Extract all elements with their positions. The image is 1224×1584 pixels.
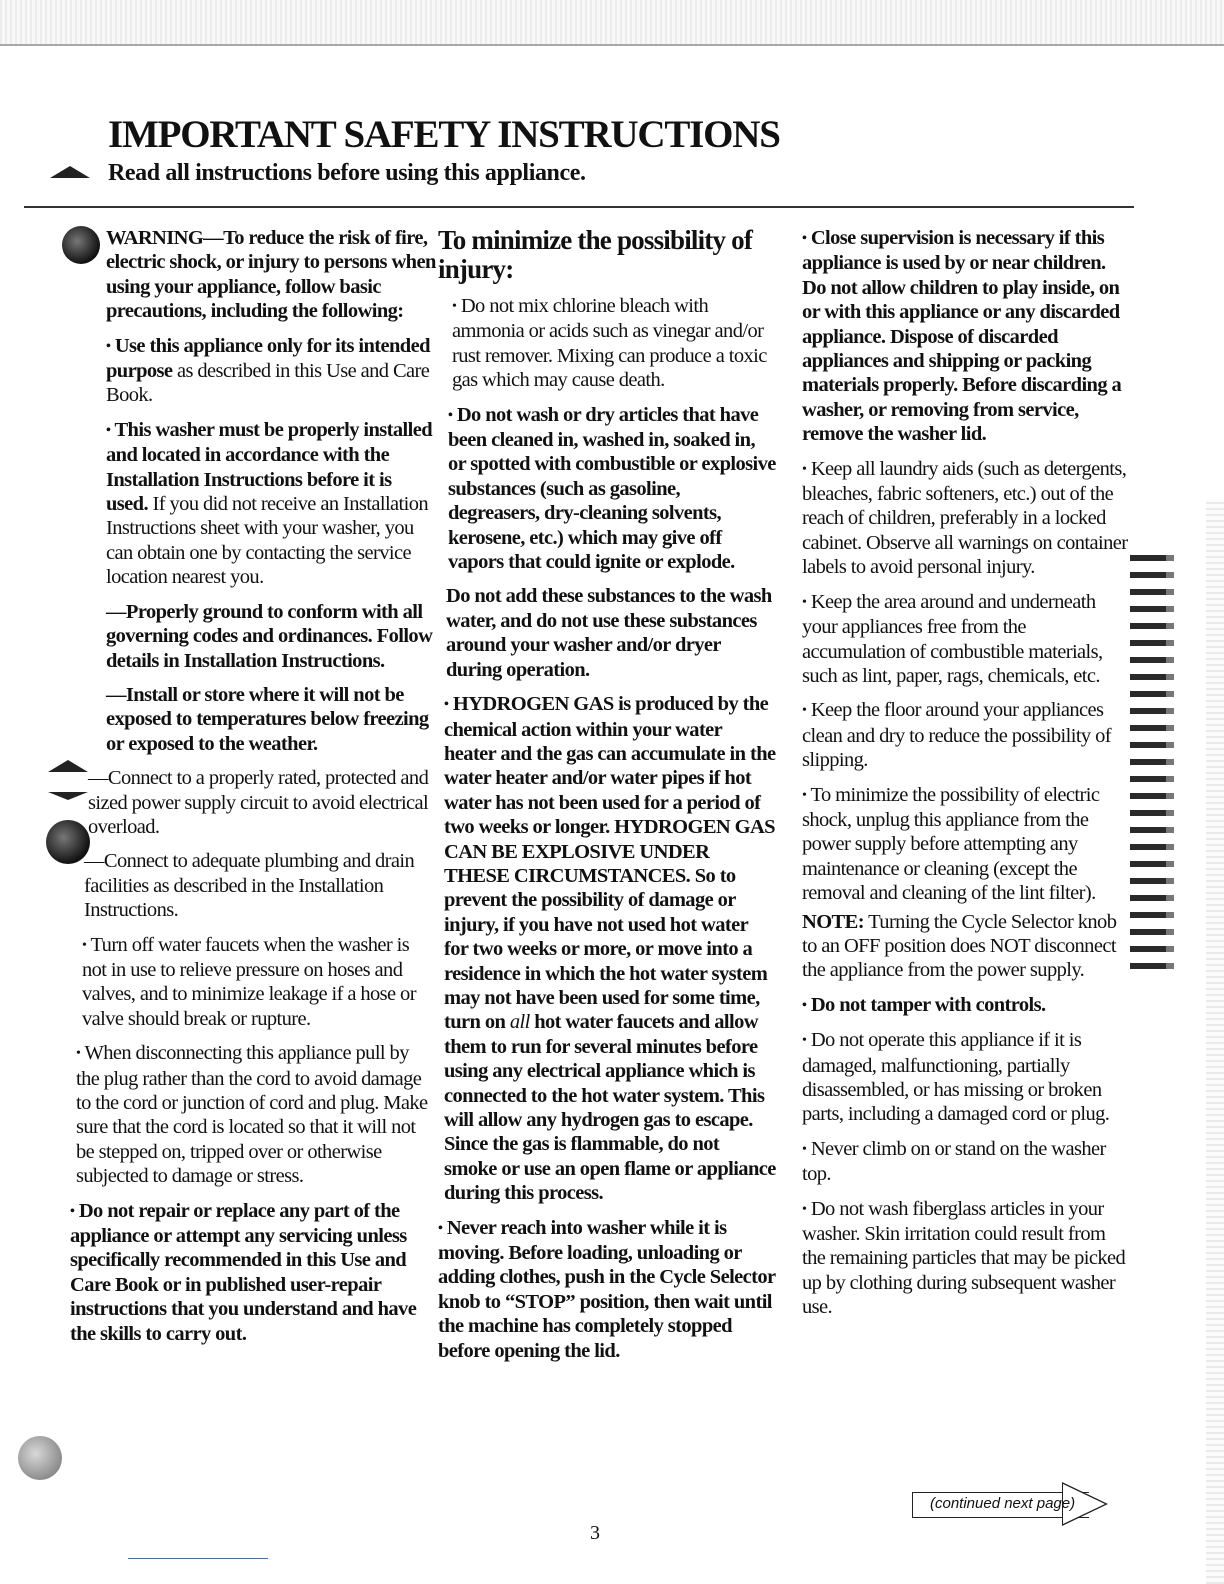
instruction-store-location: —Install or store where it will not be exposed to temperatures below freezing or exposed to the weather. bbox=[106, 683, 429, 755]
instruction-intended-purpose: • Use this appliance only for its intended purpose as described in this Use and Care Book. bbox=[106, 334, 430, 407]
instruction-unplug: • To minimize the possibility of electric shock, unplug this appliance from the power supply before attempting any maintenance or cleaning (except the removal and cleaning of the lint filter). bbox=[802, 783, 1100, 905]
instruction-floor-dry: • Keep the floor around your appliances clean and dry to reduce the possibility of slipping. bbox=[802, 699, 1111, 772]
column-middle bbox=[438, 226, 776, 1373]
instruction-water-faucets: • Turn off water faucets when the washer is not in use to relieve pressure on hoses and valves, and to minimize leakage if a hose or valve should break or rupture. bbox=[82, 933, 416, 1030]
instruction-laundry-aids: • Keep all laundry aids (such as detergents, bleaches, fabric softeners, etc.) out of the reach of children, preferably in a locked cabinet. Observe all warnings on container labels to avoid personal injury. bbox=[802, 457, 1128, 579]
punch-mark-left bbox=[48, 760, 88, 772]
scan-blue-line bbox=[128, 1558, 268, 1559]
instruction-plumbing: —Connect to adequate plumbing and drain facilities as described in the Installation Instructions. bbox=[84, 850, 415, 922]
page-number: 3 bbox=[590, 1522, 600, 1544]
continued-label: (continued next page) bbox=[930, 1495, 1076, 1512]
punch-mark-left-lower bbox=[48, 792, 88, 800]
instruction-power-supply: —Connect to a properly rated, protected and sized power supply circuit to avoid electrical overload. bbox=[88, 767, 429, 838]
instruction-do-not-repair: • Do not repair or replace any part of the appliance or attempt any servicing unless specifically recommended in this Use and Care Book or in published user-repair instructions that you understand and have the skills to carry out. bbox=[70, 1199, 417, 1345]
instruction-combustible-articles: • Do not wash or dry articles that have been cleaned in, washed in, soaked in, or spotted with combustible or explosive substances (such as gasoline, degreasers, dry-cleaning solvents, kerosene, etc.) which may give off vapors that could ignite or explode. bbox=[448, 403, 776, 574]
column-right bbox=[802, 226, 1132, 1330]
column-left bbox=[70, 226, 436, 1356]
instruction-fiberglass: • Do not wash fiberglass articles in your washer. Skin irritation could result from the remaining particles that may be picked up by clothing during subsequent washer use. bbox=[802, 1197, 1126, 1319]
punch-mark-upper bbox=[50, 166, 90, 178]
instruction-disconnect-plug: • When disconnecting this appliance pull by the plug rather than the cord to avoid damage to the cord or junction of cord and plug. Make sure that the cord is located so that it will not be stepped on, tripped over or otherwise subjected to damage or stress. bbox=[76, 1042, 428, 1188]
page-title: IMPORTANT SAFETY INSTRUCTIONS bbox=[108, 113, 780, 156]
punch-hole-bottom bbox=[18, 1436, 62, 1480]
section-heading-injury: To minimize the possibility of injury: bbox=[438, 225, 753, 284]
punch-hole-top bbox=[62, 226, 100, 264]
instruction-never-climb: • Never climb on or stand on the washer top. bbox=[802, 1137, 1106, 1186]
header-rule bbox=[24, 206, 1134, 208]
warning-text: WARNING—To reduce the risk of fire, electric shock, or injury to persons when using your appliance, follow basic precautions, including the following: bbox=[106, 227, 436, 323]
instruction-ground: —Properly ground to conform with all governing codes and ordinances. Follow details in Installation Instructions. bbox=[106, 600, 433, 672]
continued-next-page-arrow bbox=[912, 1482, 1108, 1526]
binding-marks bbox=[1130, 555, 1174, 980]
page-subtitle: Read all instructions before using this appliance. bbox=[108, 160, 586, 186]
instruction-chlorine-bleach: • Do not mix chlorine bleach with ammonia or acids such as vinegar and/or rust remover. Mixing can produce a toxic gas which may cause death. bbox=[452, 295, 767, 392]
instruction-installation: • This washer must be properly installed and located in accordance with the Installation Instructions before it is used. If you did not receive an Installation Instructions sheet with your washer, you can obtain one by contacting the service location nearest you. bbox=[106, 418, 433, 589]
note-cycle-selector: NOTE: Turning the Cycle Selector knob to an OFF position does NOT disconnect the appliance from the power supply. bbox=[802, 910, 1117, 982]
instruction-tamper-controls: • Do not tamper with controls. bbox=[802, 993, 1046, 1016]
instruction-supervision-children: • Close supervision is necessary if this appliance is used by or near children. Do not allow children to play inside, on or with this appliance or any discarded appliance. Dispose of discarded appliances and shipping or packing materials properly. Before discarding a washer, or removing from service, remove the washer lid. bbox=[802, 227, 1122, 446]
instruction-hydrogen-gas: • HYDROGEN GAS is produced by the chemical action within your water heater and the gas can accumulate in the water heater and/or water pipes if hot water has not been used for a period of two weeks or longer. HYDROGEN GAS CAN BE EXPLOSIVE UNDER THESE CIRCUMSTANCES. So to prevent the possibility of damage or injury, if you have not used hot water for two weeks or more, or move into a residence in which the hot water system may not have been used for some time, turn on all hot water faucets and allow them to run for several minutes before using any electrical appliance which is connected to the hot water system. This will allow any hydrogen gas to escape. Since the gas is flammable, do not smoke or use an open flame or appliance during this process. bbox=[444, 693, 776, 1205]
instruction-never-reach: • Never reach into washer while it is moving. Before loading, unloading or adding clothes, push in the Cycle Selector knob to “STOP” position, then wait until the machine has completely stopped before opening the lid. bbox=[438, 1216, 776, 1362]
instruction-damaged-appliance: • Do not operate this appliance if it is damaged, malfunctioning, partially disassembled, or has missing or broken parts, including a damaged cord or plug. bbox=[802, 1029, 1110, 1126]
scan-edge-top bbox=[0, 0, 1224, 46]
instruction-area-clear: • Keep the area around and underneath your appliances free from the accumulation of combustible materials, such as lint, paper, rags, chemicals, etc. bbox=[802, 590, 1103, 687]
instruction-substances-warning: Do not add these substances to the wash water, and do not use these substances around your washer and/or dryer during operation. bbox=[446, 585, 772, 681]
scan-edge-right bbox=[1206, 500, 1224, 1584]
